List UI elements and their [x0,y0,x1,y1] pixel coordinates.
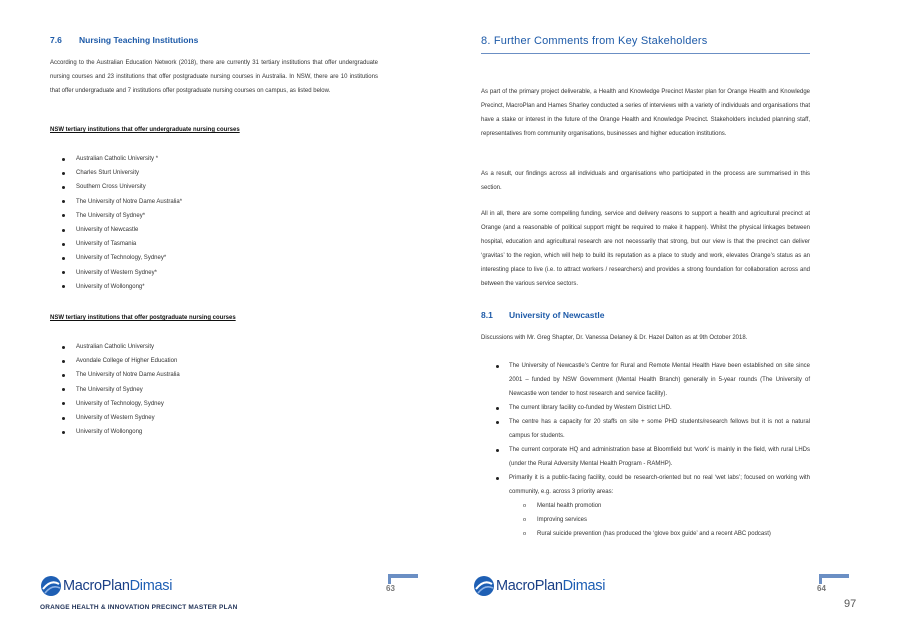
institution-list-item: University of Western Sydney* [50,266,350,280]
institution-list-item: Australian Catholic University [50,340,350,354]
priority-areas-list [509,499,810,541]
institution-list-item: University of Technology, Sydney [50,397,350,411]
discussions-line: Discussions with Mr. Greg Shapter, Dr. Vanessa Delaney & Dr. Hazel Dalton as at 9th October 2018. [481,335,748,341]
institution-list-item: University of Wollongong [50,425,350,439]
paragraph-2: As a result, our findings across all individuals and organisations who participated in the process are summarised in this section. [481,171,810,191]
institution-list-item: University of Western Sydney [50,411,350,425]
left-page [0,0,440,634]
logo-wordmark [496,578,605,594]
postgrad-heading: NSW tertiary institutions that offer postgraduate nursing courses [50,315,236,321]
stakeholder-bullet: The current corporate HQ and administration base at Bloomfield but ‘work’ is mainly in the field, with rural LHDs (under the Rural Adversity Mental Health Program - RAMHP). [481,443,810,471]
page-tab-edge [388,574,391,584]
postgrad-list [50,340,350,439]
section-title: Nursing Teaching Institutions [79,35,199,45]
institution-list-item: The University of Notre Dame Australia* [50,195,350,209]
undergrad-heading: NSW tertiary institutions that offer undergraduate nursing courses [50,127,240,133]
logo-wordmark [63,578,172,594]
institution-list-item: Avondale College of Higher Education [50,354,350,368]
chapter-heading: 8. Further Comments from Key Stakeholders [481,35,708,47]
newcastle-bullets [481,359,810,541]
paragraph-1: As part of the primary project deliverable, a Health and Knowledge Precinct Master plan for Orange Health and Knowledge Precinct, MacroPlan and Hames Sharley conducted a series of interviews with a variety of individuals and organisations that have a stake or interest in the future of the Orange Health and Knowledge Precinct. Stakeholders included planning staff, representatives from community organisations, businesses and higher education institutions. [481,89,810,137]
logo-part-2: Dimasi [562,578,606,594]
right-page [448,0,897,634]
stakeholder-bullet: The current library facility co-funded by Western District LHD. [481,401,810,415]
section-number: 7.6 [50,35,62,45]
institution-list-item: Charles Sturt University [50,166,350,180]
institution-list-item: The University of Sydney [50,383,350,397]
globe-logo-icon [473,575,495,597]
sub-number: 8.1 [481,310,493,320]
stakeholder-bullet: Primarily it is a public-facing facility, could be research-oriented but no real ‘wet labs’; focused on working with community, e.g. across 3 priority areas: o Mental health promotion o Improving services o Rural suicide prevention (has produced the ‘glove box guide’ and a recent ABC podcast) [481,471,810,541]
macroplan-logo-right [473,575,605,597]
paragraph-3: All in all, there are some compelling funding, service and delivery reasons to support a health and agricultural precinct at Orange (and a reasonable of political support might be required to make it happen). Whilst the physical linkages between hospital, education and agricultural research are not necessarily that strong, but our view is that the precinct can deliver ‘gravitas’ to the region, which will help to build its reputation as a place to study and work, elevates Orange’s status as an interesting place to live (i.e. to attract workers / researchers) and provides a strong foundation for collaboration across and between the various service sectors. [481,211,810,287]
footer-title: ORANGE HEALTH & INNOVATION PRECINCT MASTER PLAN [40,604,238,611]
institution-list-item: Australian Catholic University * [50,152,350,166]
sheet-number: 97 [844,598,857,610]
section-heading-7-6 [50,35,198,45]
intro-paragraph: According to the Australian Education Network (2018), there are currently 31 tertiary institutions that offer undergraduate nursing courses and 23 institutions that offer postgraduate nursing courses in Australia. In NSW, there are 10 institutions that offer undergraduate and 7 institutions offer postgraduate nursing courses on campus, as listed below. [50,60,378,94]
institution-list-item: University of Wollongong* [50,280,350,294]
stakeholder-bullet: The University of Newcastle’s Centre for Rural and Remote Mental Health Have been established on site since 2001 – funded by NSW Government (Mental Health Branch) generally in 5-year rounds (The University of Newcastle won tender to host research and service facility). [481,359,810,401]
logo-part-1: MacroPlan [63,578,130,594]
macroplan-logo [40,575,172,597]
page-tab [388,574,418,578]
institution-list-item: The University of Sydney* [50,209,350,223]
heading-rule [481,53,810,54]
logo-part-2: Dimasi [129,578,173,594]
page-tab [819,574,849,578]
page-tab-edge [819,574,822,584]
page-number: 64 [817,584,826,593]
institution-list-item: University of Tasmania [50,237,350,251]
globe-logo-icon [40,575,62,597]
priority-area-item: o Mental health promotion [509,499,810,513]
sub-title: University of Newcastle [509,310,605,320]
stakeholder-bullet: The centre has a capacity for 20 staffs on site + some PHD students/research fellows but it is not a natural campus for students. [481,415,810,443]
page-number: 63 [386,584,395,593]
priority-area-item: o Improving services [509,513,810,527]
logo-part-1: MacroPlan [496,578,563,594]
institution-list-item: University of Newcastle [50,223,350,237]
institution-list-item: The University of Notre Dame Australia [50,368,350,382]
institution-list-item: Southern Cross University [50,180,350,194]
priority-area-item: o Rural suicide prevention (has produced the ‘glove box guide’ and a recent ABC podcast) [509,527,810,541]
institution-list-item: University of Technology, Sydney* [50,251,350,265]
undergrad-list [50,152,350,294]
section-heading-8-1 [481,310,604,320]
